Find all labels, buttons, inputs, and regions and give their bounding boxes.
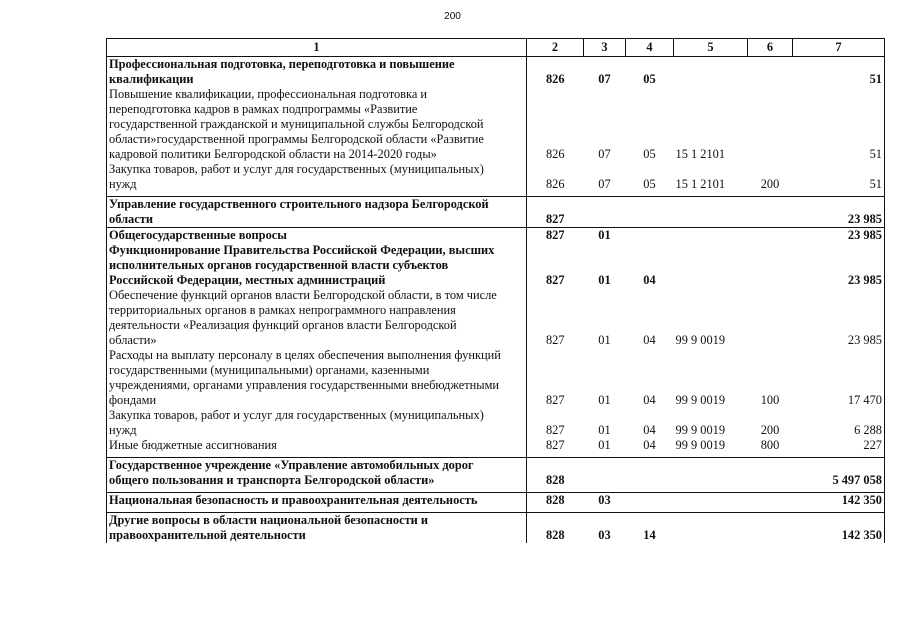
row-name-line: Обеспечение функций органов власти Белгородской области, в том числе — [109, 288, 497, 302]
row-name — [107, 57, 527, 88]
row-csr — [674, 493, 748, 509]
table-row — [107, 408, 885, 438]
table-row — [107, 288, 885, 348]
table-row — [107, 458, 885, 489]
header-col-7: 7 — [793, 39, 885, 57]
row-vr — [748, 493, 793, 509]
table-body — [107, 57, 885, 544]
row-name-line: Национальная безопасность и правоохранительная деятельность — [109, 493, 478, 507]
header-col-6: 6 — [748, 39, 793, 57]
row-ved: 828 — [527, 493, 584, 509]
row-name-line: Закупка товаров, работ и услуг для государственных (муниципальных) — [109, 408, 484, 422]
row-csr — [674, 197, 748, 228]
row-pr — [626, 197, 674, 228]
row-name — [107, 162, 527, 192]
row-name-line: области — [109, 212, 153, 226]
row-pr: 04 — [643, 273, 656, 287]
row-rz: 07 — [598, 177, 611, 191]
row-sum: 23 985 — [793, 228, 885, 244]
row-ved: 827 — [527, 228, 584, 244]
row-name-line: Российской Федерации, местных администраций — [109, 273, 386, 287]
row-name-line: нужд — [109, 423, 137, 437]
row-name-line: деятельности «Реализация функций органов власти Белгородской — [109, 318, 457, 332]
row-name — [107, 87, 527, 162]
row-vr — [748, 228, 793, 244]
row-vr: 200 — [760, 423, 780, 437]
row-pr: 05 — [626, 57, 674, 88]
row-name-line: Общегосударственные вопросы — [109, 228, 287, 242]
header-col-2: 2 — [527, 39, 584, 57]
row-sum: 51 — [793, 162, 885, 192]
row-csr — [674, 513, 748, 544]
row-name — [107, 408, 527, 438]
row-name-line: Функционирование Правительства Российской Федерации, высших — [109, 243, 495, 257]
row-sum: 142 350 — [793, 493, 885, 509]
row-name-line: нужд — [109, 177, 137, 191]
row-name — [107, 288, 527, 348]
row-sum: 142 350 — [793, 513, 885, 544]
row-ved: 828 — [527, 513, 584, 544]
row-name-line: Профессиональная подготовка, переподготовка и повышение — [109, 57, 455, 71]
row-name-line: области»государственной программы Белгородской области «Развитие — [109, 132, 484, 146]
row-name-line: переподготовка кадров в рамках подпрограммы «Развитие — [109, 102, 418, 116]
row-name-line: учреждениями, органами управления государственными внебюджетными — [109, 378, 500, 392]
header-col-3: 3 — [584, 39, 626, 57]
row-rz: 01 — [584, 228, 626, 244]
row-rz: 07 — [598, 147, 611, 161]
row-name — [107, 197, 527, 228]
table-row — [107, 493, 885, 509]
row-sum: 23 985 — [793, 288, 885, 348]
header-col-4: 4 — [626, 39, 674, 57]
row-vr: 800 — [760, 438, 780, 452]
header-col-1: 1 — [107, 39, 527, 57]
row-name — [107, 228, 527, 244]
row-name — [107, 348, 527, 408]
row-rz: 01 — [598, 333, 611, 347]
row-rz: 03 — [584, 493, 626, 509]
row-csr — [674, 57, 748, 88]
row-vr — [748, 87, 793, 162]
row-name-line: Расходы на выплату персоналу в целях обеспечения выполнения функций — [109, 348, 501, 362]
row-vr: 100 — [760, 393, 780, 407]
row-ved: 826 — [527, 57, 584, 88]
row-name-line: Закупка товаров, работ и услуг для государственных (муниципальных) — [109, 162, 484, 176]
row-pr: 05 — [643, 147, 656, 161]
row-name-line: Иные бюджетные ассигнования — [109, 438, 277, 452]
row-pr — [626, 493, 674, 509]
row-name-line: государственными (муниципальными) органами, казенными — [109, 363, 430, 377]
row-vr — [748, 458, 793, 489]
row-pr: 05 — [643, 177, 656, 191]
row-csr: 99 9 0019 — [675, 393, 726, 407]
row-vr — [748, 57, 793, 88]
row-name — [107, 513, 527, 544]
table-row — [107, 228, 885, 244]
row-ved: 828 — [527, 458, 584, 489]
row-rz: 01 — [598, 273, 611, 287]
row-ved: 827 — [527, 197, 584, 228]
row-pr: 14 — [626, 513, 674, 544]
row-csr: 99 9 0019 — [675, 438, 726, 452]
row-pr: 04 — [643, 438, 656, 452]
budget-table — [106, 38, 885, 543]
row-name — [107, 493, 527, 509]
row-pr: 04 — [643, 333, 656, 347]
row-name-line: фондами — [109, 393, 157, 407]
header-col-5: 5 — [674, 39, 748, 57]
table-row — [107, 87, 885, 162]
row-vr — [748, 197, 793, 228]
row-sum: 23 985 — [793, 197, 885, 228]
table-row — [107, 162, 885, 192]
table-row — [107, 348, 885, 408]
table-row — [107, 197, 885, 228]
table-row — [107, 243, 885, 288]
row-name — [107, 438, 527, 453]
row-rz: 01 — [598, 423, 611, 437]
row-ved: 827 — [545, 438, 565, 452]
row-ved: 827 — [545, 273, 565, 287]
row-rz — [584, 458, 626, 489]
row-pr: 04 — [643, 393, 656, 407]
row-name — [107, 243, 527, 288]
row-csr: 15 1 2101 — [675, 177, 726, 191]
row-name-line: Управление государственного строительного надзора Белгородской — [109, 197, 489, 211]
row-name-line: общего пользования и транспорта Белгородской области» — [109, 473, 435, 487]
row-csr: 99 9 0019 — [675, 333, 726, 347]
row-pr — [626, 458, 674, 489]
row-name-line: Другие вопросы в области национальной безопасности и — [109, 513, 429, 527]
row-csr — [674, 458, 748, 489]
page-number: 200 — [444, 11, 461, 22]
row-sum: 51 — [793, 57, 885, 88]
row-sum: 17 470 — [793, 348, 885, 408]
row-sum: 23 985 — [793, 243, 885, 288]
row-vr — [748, 513, 793, 544]
row-name-line: территориальных органов в рамках непрограммного направления — [109, 303, 456, 317]
row-name-line: правоохранительной деятельности — [109, 528, 306, 542]
table-row — [107, 438, 885, 453]
table-row — [107, 57, 885, 88]
row-ved: 827 — [545, 333, 565, 347]
row-name-line: кадровой политики Белгородской области на 2014-2020 годы» — [109, 147, 437, 161]
row-csr: 15 1 2101 — [675, 147, 726, 161]
row-sum: 51 — [793, 87, 885, 162]
row-ved: 826 — [545, 147, 565, 161]
row-rz: 01 — [598, 438, 611, 452]
row-sum: 5 497 058 — [793, 458, 885, 489]
row-name — [107, 458, 527, 489]
row-vr — [748, 243, 793, 288]
row-name-line: области» — [109, 333, 157, 347]
row-name-line: Государственное учреждение «Управление автомобильных дорог — [109, 458, 474, 472]
row-ved: 827 — [545, 393, 565, 407]
row-sum: 227 — [793, 438, 885, 453]
row-vr: 200 — [760, 177, 780, 191]
row-csr: 99 9 0019 — [675, 423, 726, 437]
row-sum: 6 288 — [793, 408, 885, 438]
row-ved: 827 — [545, 423, 565, 437]
row-name-line: государственной гражданской и муниципальной службы Белгородской — [109, 117, 484, 131]
table-row — [107, 513, 885, 544]
row-csr — [674, 228, 748, 244]
row-name-line: квалификации — [109, 72, 194, 86]
row-name-line: исполнительных органов государственной власти субъектов — [109, 258, 449, 272]
row-rz: 07 — [584, 57, 626, 88]
row-rz: 03 — [584, 513, 626, 544]
row-name-line: Повышение квалификации, профессиональная подготовка и — [109, 87, 428, 101]
row-csr — [674, 243, 748, 288]
row-pr: 04 — [643, 423, 656, 437]
row-rz — [584, 197, 626, 228]
row-ved: 826 — [545, 177, 565, 191]
row-vr — [748, 288, 793, 348]
row-rz: 01 — [598, 393, 611, 407]
row-pr — [626, 228, 674, 244]
header-row — [107, 39, 885, 57]
